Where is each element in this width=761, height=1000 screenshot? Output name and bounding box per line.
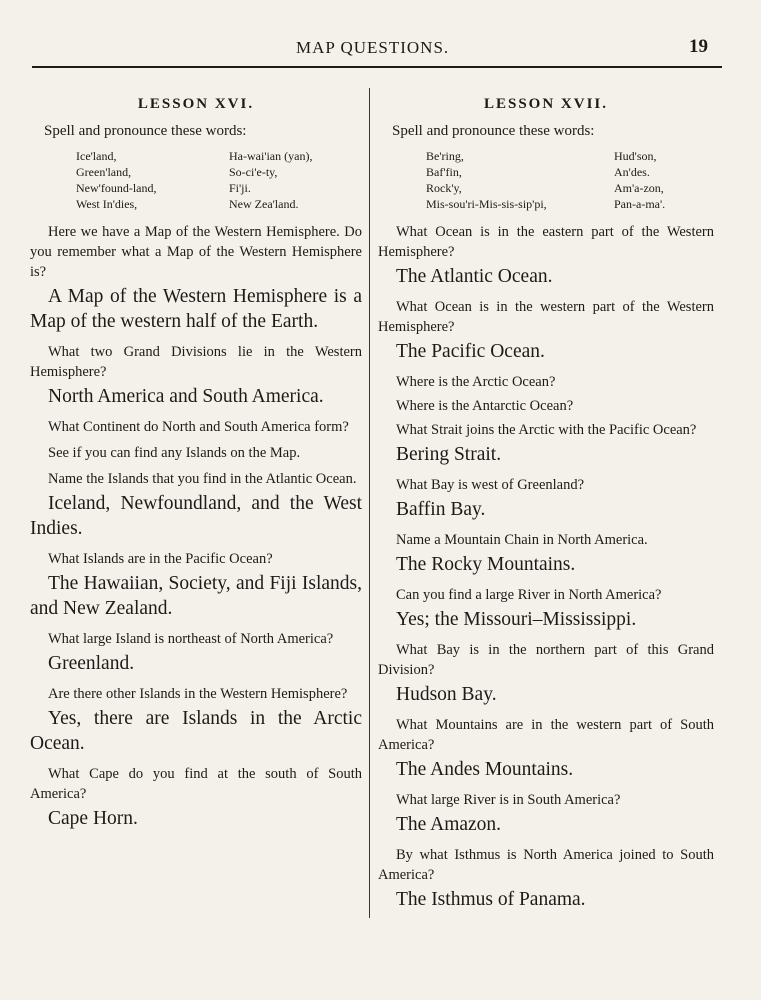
answer: The Atlantic Ocean. (396, 266, 553, 287)
question: Where is the Antarctic Ocean? (396, 398, 574, 414)
answer: The Isthmus of Panama. (396, 889, 586, 910)
lesson-title: LESSON XVII. (483, 96, 609, 112)
answer: Greenland. (48, 653, 135, 674)
qa-list (378, 222, 714, 912)
answer: Hudson Bay. (396, 684, 497, 705)
word: Rock'y, (426, 181, 462, 195)
answer: Cape Horn. (48, 808, 138, 829)
question: Here we have a Map of the Western Hemisphere. Do you remember what a Map of the Western Hemisphere is? (30, 224, 362, 280)
word: Pan-a-ma'. (614, 197, 666, 211)
word: Mis-sou'ri-Mis-sis-sip'pi, (426, 197, 547, 211)
word: Green'land, (76, 165, 132, 179)
question: What Ocean is in the western part of the Western Hemisphere? (378, 299, 714, 335)
spell-prompt: Spell and pronounce these words: (392, 123, 595, 139)
question: Are there other Islands in the Western Hemisphere? (48, 686, 348, 702)
running-header: MAP QUESTIONS. (296, 38, 450, 57)
question: What Ocean is in the eastern part of the Western Hemisphere? (378, 224, 714, 260)
word: So-ci'e-ty, (229, 165, 278, 179)
answer: A Map of the Western Hemisphere is a Map of the western half of the Earth. (30, 286, 362, 332)
word-list (30, 148, 362, 212)
question: What Mountains are in the western part of South America? (378, 717, 714, 753)
answer: Yes, there are Islands in the Arctic Ocean. (30, 708, 362, 754)
right-column (378, 96, 714, 920)
answer: North America and South America. (48, 386, 324, 407)
question: Name a Mountain Chain in North America. (396, 532, 648, 548)
question: What Cape do you find at the south of South America? (30, 766, 362, 802)
page-number: 19 (689, 36, 708, 57)
answer: The Hawaiian, Society, and Fiji Islands, and New Zealand. (30, 573, 362, 619)
word: Ice'land, (76, 149, 117, 163)
question: By what Isthmus is North America joined to South America? (378, 847, 714, 883)
question: What Bay is in the northern part of this Grand Division? (378, 642, 714, 678)
word: Ha-wai'ian (yan), (229, 149, 313, 163)
answer: Baffin Bay. (396, 499, 486, 520)
answer: The Amazon. (396, 814, 502, 835)
question: What Strait joins the Arctic with the Pacific Ocean? (396, 422, 697, 438)
question: What large Island is northeast of North America? (48, 631, 334, 647)
question: Where is the Arctic Ocean? (396, 374, 556, 390)
header-rule (32, 66, 722, 68)
question: Can you find a large River in North America? (396, 587, 662, 603)
word: Hud'son, (614, 149, 657, 163)
question: What Continent do North and South America form? (48, 419, 349, 435)
word-list (378, 148, 714, 212)
question: See if you can find any Islands on the Map. (48, 445, 301, 461)
question: What two Grand Divisions lie in the Western Hemisphere? (30, 344, 362, 380)
spell-prompt: Spell and pronounce these words: (44, 123, 247, 139)
word: New'found-land, (76, 181, 157, 195)
answer: The Andes Mountains. (396, 759, 574, 780)
question: What Bay is west of Greenland? (396, 477, 585, 493)
word: Baf'fin, (426, 165, 462, 179)
word: New Zea'land. (229, 197, 299, 211)
answer: Bering Strait. (396, 444, 502, 465)
qa-list (30, 222, 362, 831)
lesson-title: LESSON XVI. (137, 96, 255, 112)
word: An'des. (614, 165, 650, 179)
question: What large River is in South America? (396, 792, 621, 808)
column-divider (369, 88, 370, 918)
answer: Iceland, Newfoundland, and the West Indies. (30, 493, 362, 539)
question: What Islands are in the Pacific Ocean? (48, 551, 273, 567)
answer: The Pacific Ocean. (396, 341, 545, 362)
word: Be'ring, (426, 149, 464, 163)
word: Am'a-zon, (614, 181, 664, 195)
question: Name the Islands that you find in the Atlantic Ocean. (48, 471, 357, 487)
word: West In'dies, (76, 197, 138, 211)
word: Fi'ji. (229, 181, 251, 195)
left-column (30, 96, 362, 839)
answer: Yes; the Missouri–Mississippi. (396, 609, 637, 630)
answer: The Rocky Mountains. (396, 554, 576, 575)
